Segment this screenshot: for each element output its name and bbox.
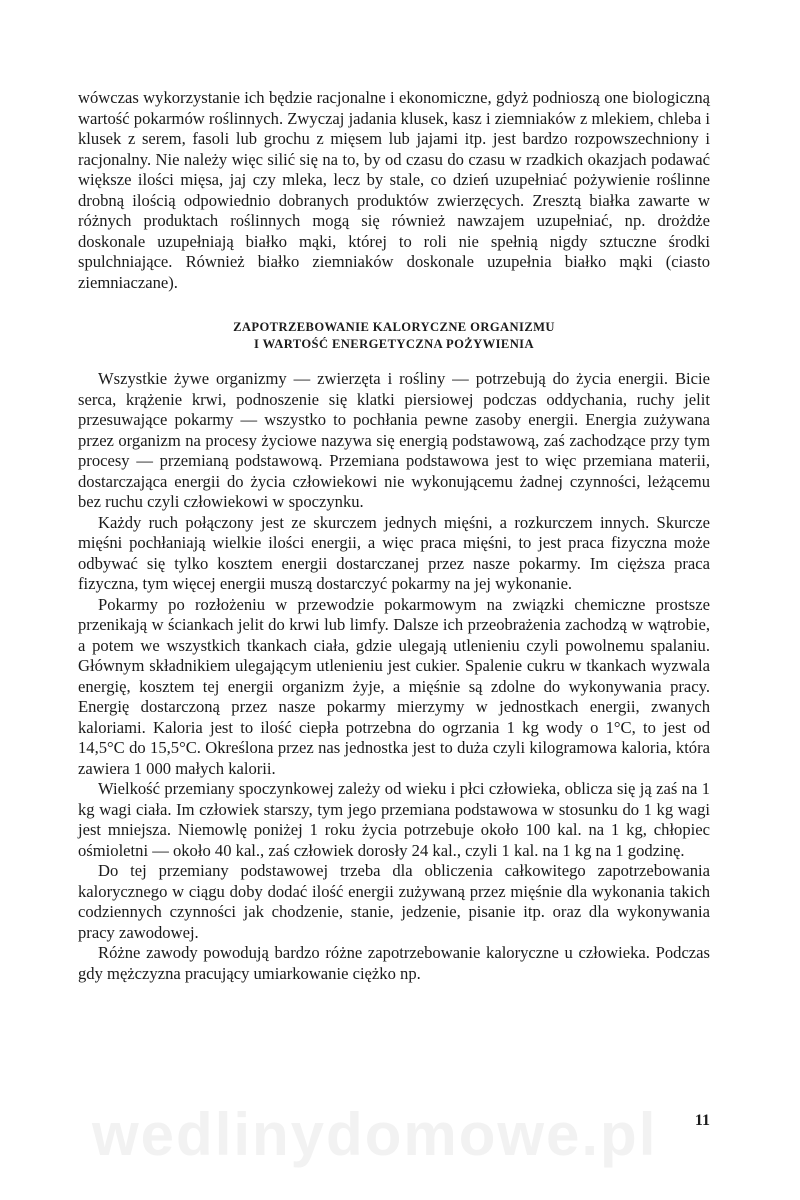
paragraph: Każdy ruch połączony jest ze skurczem jednych mięśni, a rozkurczem innych. Skurcze mięśni pochłaniają wielkie ilości energii, a więc praca mięśni, to jest praca fizyczna może odbywać się tylko kosztem energii dostarczanej przez nasze pokarmy. Im cięższa praca fizyczna, tym więcej energii muszą dostarczyć pokarmy na jej wykonanie. [78,512,710,593]
paragraph-continuation: wówczas wykorzystanie ich będzie racjonalne i ekonomiczne, gdyż podnioszą one biologiczną wartość pokarmów roślinnych. Zwyczaj jadania klusek, kasz i ziemniaków z mlekiem, chleba i klusek z serem, fasoli lub grochu z mięsem lub jajami itp. jest bardzo rozpowszechniony i racjonalny. Nie należy więc silić się na to, by od czasu do czasu w rzadkich okazjach podawać większe ilości mięsa, jaj czy mleka, lecz by stale, co dzień uzupełniać pożywienie roślinne drobną ilością odpowiednio dobranych produktów zwierzęcych. Zresztą białka zawarte w różnych produktach roślinnych mogą się również nawzajem uzupełniać, np. drożdże doskonale uzupełniają białko mąki, której to roli nie spełnią nigdy sztuczne środki spulchniające. Również białko ziemniaków doskonale uzupełnia białko mąki (ciasto ziemniaczane). [78,88,710,292]
paragraph: Pokarmy po rozłożeniu w przewodzie pokarmowym na związki chemiczne prostsze przenikają w ściankach jelit do krwi lub limfy. Dalsze ich przeobrażenia zachodzą w wątrobie, a potem we wszystkich tkankach ciała, gdzie ulegają utlenieniu czyli powolnemu spalaniu. Głównym składnikiem ulegającym utlenieniu jest cukier. Spalenie cukru w tkankach wyzwala energię, kosztem tej energii organizm żyje, a mięśnie są zdolne do wykonywania pracy. Energię dostarczoną przez nasze pokarmy mierzymy w jednostkach energii, zwanych kaloriami. Kaloria jest to ilość ciepła potrzebna do ogrzania 1 kg wody o 1°C, to jest od 14,5°C do 15,5°C. Określona przez nas jednostka jest to duża czyli kilogramowa kaloria, która zawiera 1 000 małych kalorii. [78,594,710,778]
page-body [78,88,710,984]
section-heading-line-2: I WARTOŚĆ ENERGETYCZNA POŻYWIENIA [254,337,534,351]
section-heading [78,319,710,353]
paragraph: Różne zawody powodują bardzo różne zapotrzebowanie kaloryczne u człowieka. Podczas gdy mężczyzna pracujący umiarkowanie ciężko np. [78,943,710,983]
paragraph: Wszystkie żywe organizmy — zwierzęta i rośliny — potrzebują do życia energii. Bicie serca, krążenie krwi, podnoszenie się klatki piersiowej podczas oddychania, ruchy jelit przesuwające pokarmy — wszystko to pochłania pewne zasoby energii. Energia zużywana przez organizm na procesy życiowe nazywa się energią podstawową, zaś zachodzące przy tym procesy — przemianą podstawową. Przemiana podstawowa jest to więc przemiana materii, dostarczająca energii do życia człowiekowi nie wykonującemu żadnej czynności, leżącemu bez ruchu czyli człowiekowi w spoczynku. [78,369,710,511]
section-heading-line-1: ZAPOTRZEBOWANIE KALORYCZNE ORGANIZMU [233,320,555,334]
watermark: wedlinydomowe.pl [92,1101,658,1168]
paragraph: Wielkość przemiany spoczynkowej zależy od wieku i płci człowieka, oblicza się ją zaś na 1 kg wagi ciała. Im człowiek starszy, tym jego przemiana podstawowa w stosunku do 1 kg wagi jest mniejsza. Niemowlę poniżej 1 roku życia potrzebuje około 100 kal. na 1 kg, chłopiec ośmioletni — około 40 kal., zaś człowiek dorosły 24 kal., czyli 1 kal. na 1 kg na 1 godzinę. [78,779,710,860]
page-number: 11 [694,1112,710,1129]
paragraph: Do tej przemiany podstawowej trzeba dla obliczenia całkowitego zapotrzebowania kalorycznego w ciągu doby dodać ilość energii zużywaną przez mięśnie dla wykonania takich codziennych czynności jak chodzenie, stanie, jedzenie, pisanie itp. oraz dla wykonywania pracy zawodowej. [78,861,710,942]
